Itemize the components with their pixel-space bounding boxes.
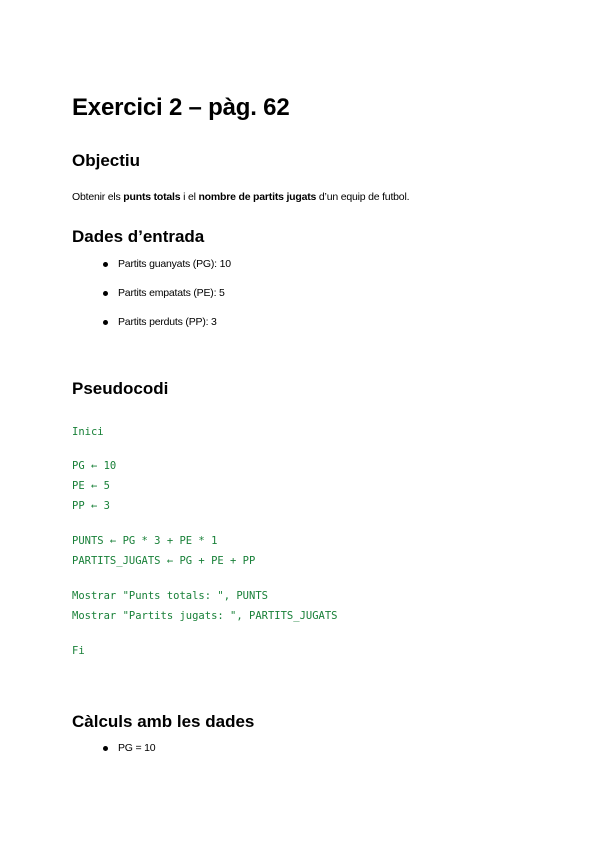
section-heading-calculs: Càlculs amb les dades bbox=[72, 712, 255, 731]
section-heading-objectiu: Objectiu bbox=[72, 151, 141, 170]
list-item-label: Partits guanyats (PG): 10 bbox=[118, 258, 231, 270]
bullet-icon bbox=[103, 746, 108, 751]
bullet-icon bbox=[103, 320, 108, 325]
bullet-icon bbox=[103, 262, 108, 267]
section-heading-dades: Dades d’entrada bbox=[72, 227, 205, 246]
code-line: Mostrar "Punts totals: ", PUNTS bbox=[72, 590, 268, 602]
list-item-label: PG = 10 bbox=[118, 742, 156, 754]
code-line: Fi bbox=[72, 645, 85, 657]
code-line: PUNTS ← PG * 3 + PE * 1 bbox=[72, 535, 218, 547]
bullet-icon bbox=[103, 291, 108, 296]
list-item-label: Partits perduts (PP): 3 bbox=[118, 316, 217, 328]
objectiu-text-before: Obtenir els bbox=[72, 191, 124, 203]
code-line: PARTITS_JUGATS ← PG + PE + PP bbox=[72, 555, 256, 567]
objectiu-bold-punts: punts totals bbox=[123, 191, 181, 203]
page-title: Exercici 2 – pàg. 62 bbox=[72, 94, 290, 121]
objectiu-text-mid: i el bbox=[180, 191, 199, 203]
objectiu-bold-partits: nombre de partits jugats bbox=[198, 191, 317, 203]
section-heading-pseudocodi: Pseudocodi bbox=[72, 379, 169, 398]
list-item-label: Partits empatats (PE): 5 bbox=[118, 287, 225, 299]
code-line: PG ← 10 bbox=[72, 460, 117, 472]
code-line: Inici bbox=[72, 426, 104, 438]
objectiu-text-after: d’un equip de futbol. bbox=[316, 191, 410, 203]
objectiu-paragraph bbox=[72, 191, 409, 203]
code-line: PE ← 5 bbox=[72, 480, 110, 492]
code-line: Mostrar "Partits jugats: ", PARTITS_JUGATS bbox=[72, 610, 338, 622]
code-line: PP ← 3 bbox=[72, 500, 110, 512]
